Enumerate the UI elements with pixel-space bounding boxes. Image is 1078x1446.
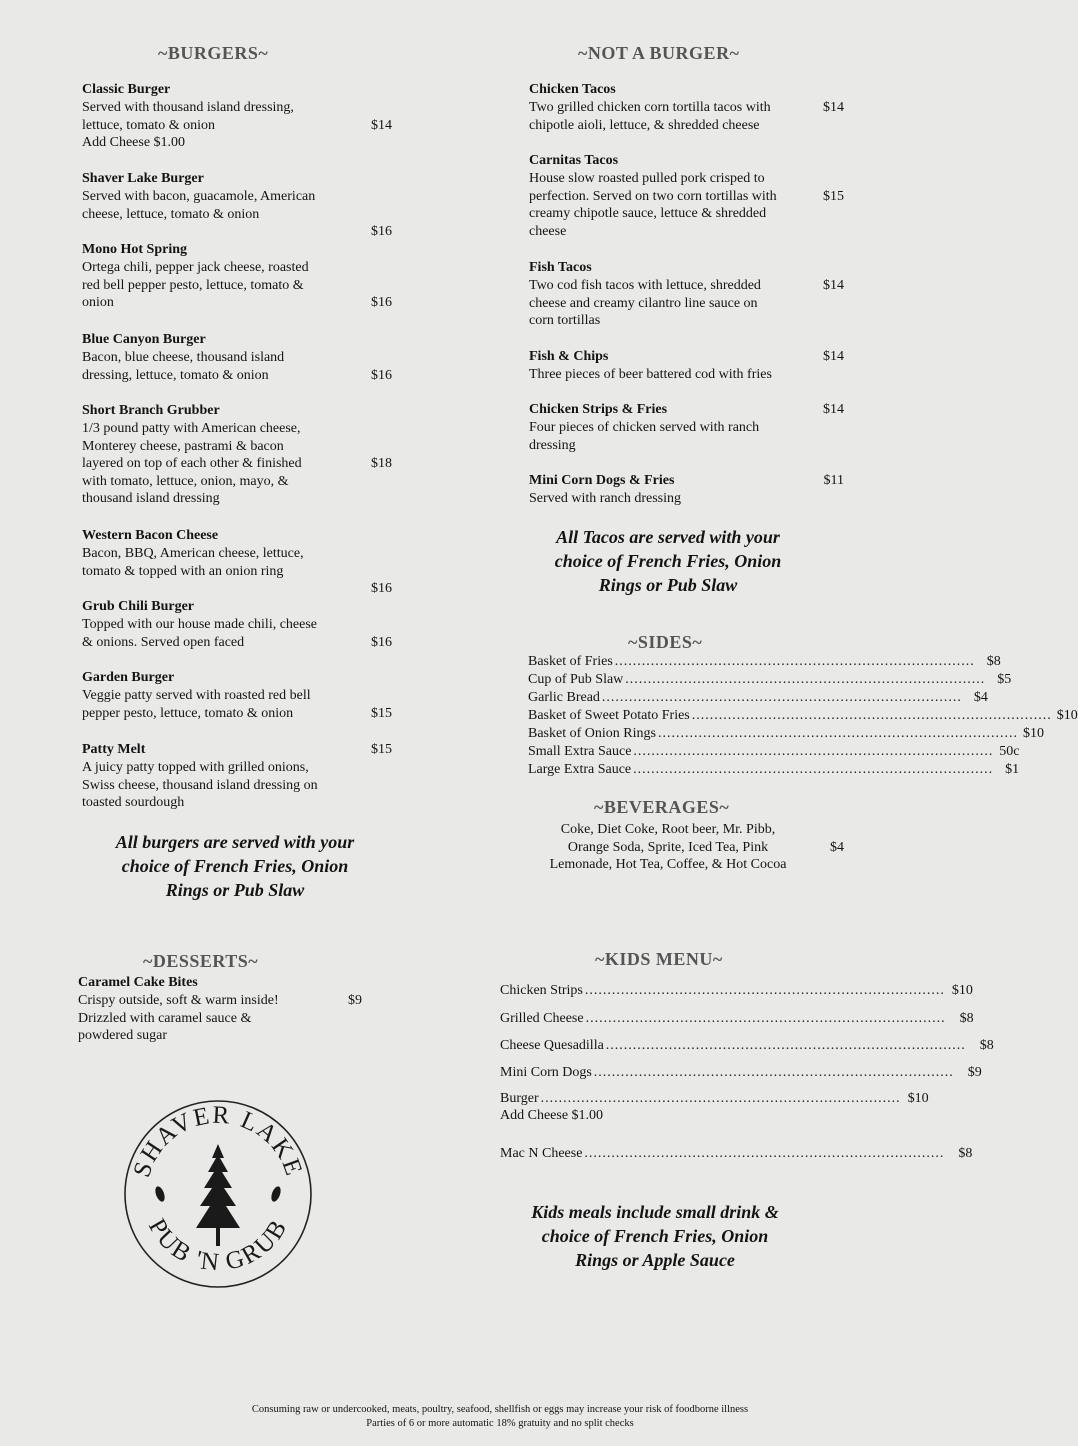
leader-dots: ................................................................................ bbox=[657, 726, 1018, 741]
burger-desc-line: Served with bacon, guacamole, American bbox=[82, 189, 316, 204]
burger-desc-line: 1/3 pound patty with American cheese, bbox=[82, 421, 301, 436]
burger-desc-line: Ortega chili, pepper jack cheese, roasted bbox=[82, 260, 309, 275]
burger-desc-line: & onions. Served open faced bbox=[82, 634, 245, 650]
leader-dots: ................................................................................ bbox=[601, 690, 962, 705]
tacos-note-line: All Tacos are served with your bbox=[556, 527, 780, 547]
burger-desc-line: Monterey cheese, pastrami & bacon bbox=[82, 438, 284, 454]
not-a-burger-price: $15 bbox=[823, 188, 844, 204]
burger-price: $15 bbox=[371, 742, 392, 757]
logo bbox=[120, 1096, 316, 1292]
kids-item bbox=[500, 1065, 982, 1081]
dessert-price: $9 bbox=[348, 993, 362, 1008]
kids-menu-title: ~KIDS MENU~ bbox=[595, 949, 723, 969]
burger-item bbox=[82, 402, 352, 508]
burger-desc-line: pepper pesto, lettuce, tomato & onion bbox=[82, 705, 294, 721]
kids-item-price: $9 bbox=[967, 1065, 982, 1080]
side-item bbox=[528, 690, 988, 708]
sides-list bbox=[528, 654, 1078, 780]
kids-item bbox=[500, 1011, 974, 1027]
side-item bbox=[528, 654, 1001, 672]
kids-note-line: Kids meals include small drink & bbox=[531, 1202, 779, 1222]
not-a-burger-name: Carnitas Tacos bbox=[529, 153, 619, 168]
side-item bbox=[528, 708, 1078, 726]
kids-item bbox=[500, 983, 973, 999]
burger-name: Patty Melt bbox=[82, 742, 146, 757]
dessert-desc-line: Crispy outside, soft & warm inside! bbox=[78, 993, 279, 1008]
burger-item bbox=[82, 241, 352, 312]
burger-price: $16 bbox=[371, 581, 392, 596]
not-a-burger-desc-line: cheese and creamy cilantro line sauce on bbox=[529, 295, 758, 311]
kids-item bbox=[500, 1091, 929, 1125]
kids-note-line: Rings or Apple Sauce bbox=[575, 1250, 735, 1270]
burger-price: $16 bbox=[371, 367, 392, 383]
burger-name: Mono Hot Spring bbox=[82, 242, 188, 257]
leader-dots: ................................................................................ bbox=[614, 654, 975, 669]
kids-item-name: Burger bbox=[500, 1091, 539, 1106]
burgers-note bbox=[60, 830, 410, 902]
kids-item-row bbox=[500, 1038, 994, 1054]
burger-desc-line: thousand island dressing bbox=[82, 491, 220, 506]
burger-desc-line: Topped with our house made chili, cheese bbox=[82, 617, 318, 632]
burger-desc-line: Bacon, BBQ, American cheese, lettuce, bbox=[82, 546, 304, 561]
burger-desc-line: tomato & topped with an onion ring bbox=[82, 563, 284, 579]
burger-item bbox=[82, 527, 352, 580]
logo-top-textpath: SHAVER LAKE bbox=[128, 1101, 308, 1181]
burger-item bbox=[82, 81, 352, 152]
footer bbox=[0, 1403, 1000, 1431]
kids-item-price: $10 bbox=[907, 1091, 929, 1106]
not-a-burger-desc-line: corn tortillas bbox=[529, 313, 601, 328]
tacos-note bbox=[518, 525, 818, 597]
leader-dots: ................................................................................ bbox=[593, 1065, 954, 1080]
kids-item bbox=[500, 1146, 973, 1162]
footer-disclaimer: Consuming raw or undercooked, meats, poultry, seafood, shellfish or eggs may increase your risk of foodborne illness bbox=[251, 1404, 749, 1415]
burger-desc-line: cheese, lettuce, tomato & onion bbox=[82, 206, 260, 222]
burger-desc-line: layered on top of each other & finished bbox=[82, 456, 302, 471]
side-item bbox=[528, 744, 1020, 762]
not-a-burger-name: Fish Tacos bbox=[529, 260, 592, 275]
burger-item bbox=[82, 669, 352, 722]
not-a-burger-title: ~NOT A BURGER~ bbox=[578, 43, 740, 63]
burger-price: $16 bbox=[371, 634, 392, 650]
not-a-burger-desc-line: perfection. Served on two corn tortillas with bbox=[529, 188, 777, 204]
burgers-note-line: All burgers are served with your bbox=[115, 832, 355, 852]
leader-dots: ................................................................................ bbox=[691, 708, 1052, 723]
kids-item-price: $10 bbox=[951, 983, 973, 998]
burger-desc-line: Bacon, blue cheese, thousand island bbox=[82, 350, 285, 365]
kids-item-price: $8 bbox=[979, 1038, 994, 1053]
leader-dots: ................................................................................ bbox=[584, 1146, 945, 1161]
kids-note-line: choice of French Fries, Onion bbox=[541, 1226, 769, 1246]
side-price: $10 bbox=[1056, 708, 1078, 723]
side-name: Basket of Onion Rings bbox=[528, 726, 656, 741]
beverages-title: ~BEVERAGES~ bbox=[594, 797, 730, 817]
kids-item-row bbox=[500, 1011, 974, 1027]
burger-desc-line: Served with thousand island dressing, bbox=[82, 100, 294, 115]
burger-item bbox=[82, 741, 352, 812]
not-a-burger-item bbox=[529, 81, 819, 134]
burger-desc-line: Swiss cheese, thousand island dressing on bbox=[82, 777, 318, 793]
kids-item-name: Mac N Cheese bbox=[500, 1146, 583, 1161]
kids-item-name: Grilled Cheese bbox=[500, 1011, 584, 1026]
burger-desc-line: lettuce, tomato & onion bbox=[82, 117, 215, 133]
side-name: Garlic Bread bbox=[528, 690, 600, 705]
kids-item bbox=[500, 1038, 994, 1054]
not-a-burger-price: $11 bbox=[823, 473, 844, 488]
kids-item-row bbox=[500, 1065, 982, 1081]
not-a-burger-desc-line: Two cod fish tacos with lettuce, shredded bbox=[529, 278, 761, 293]
logo-seal bbox=[120, 1096, 316, 1292]
kids-item-price: $8 bbox=[958, 1146, 973, 1161]
side-name: Basket of Fries bbox=[528, 654, 613, 669]
not-a-burger-price: $14 bbox=[823, 100, 844, 115]
side-price: $5 bbox=[997, 672, 1012, 687]
not-a-burger-name: Mini Corn Dogs & Fries bbox=[529, 473, 675, 488]
burger-desc-line: A juicy patty topped with grilled onions, bbox=[82, 760, 309, 775]
not-a-burger-desc-line: Four pieces of chicken served with ranch bbox=[529, 420, 760, 435]
footer-gratuity: Parties of 6 or more automatic 18% gratuity and no split checks bbox=[366, 1418, 634, 1429]
not-a-burger-desc-line: Three pieces of beer battered cod with fries bbox=[529, 367, 772, 382]
not-a-burger-desc-line: chipotle aioli, lettuce, & shredded cheese bbox=[529, 117, 760, 133]
burger-name: Shaver Lake Burger bbox=[82, 171, 204, 186]
not-a-burger-desc-line: dressing bbox=[529, 437, 576, 453]
side-price: $1 bbox=[1005, 762, 1020, 777]
sides-title: ~SIDES~ bbox=[628, 632, 703, 652]
dessert-name: Caramel Cake Bites bbox=[78, 975, 198, 990]
not-a-burger-name: Chicken Strips & Fries bbox=[529, 402, 668, 417]
leader-dots: ................................................................................ bbox=[633, 762, 994, 777]
not-a-burger-item bbox=[529, 152, 819, 240]
kids-note bbox=[500, 1200, 810, 1272]
side-price: $8 bbox=[986, 654, 1001, 669]
side-price: $4 bbox=[973, 690, 988, 705]
dessert-desc-line: Drizzled with caramel sauce & bbox=[78, 1010, 252, 1026]
beverages-line: Lemonade, Hot Tea, Coffee, & Hot Cocoa bbox=[549, 857, 787, 872]
not-a-burger-price: $14 bbox=[823, 278, 844, 293]
tacos-note-line: Rings or Pub Slaw bbox=[598, 575, 738, 595]
logo-bottom-textpath: PUB 'N GRUB bbox=[142, 1214, 294, 1277]
pine-tree-icon bbox=[196, 1144, 240, 1246]
not-a-burger-name: Fish & Chips bbox=[529, 349, 609, 364]
burger-price: $15 bbox=[371, 705, 392, 721]
side-item bbox=[528, 762, 1020, 780]
beverages-line: Orange Soda, Sprite, Iced Tea, Pink bbox=[567, 839, 769, 855]
kids-item-row bbox=[500, 1146, 973, 1162]
beverages-list bbox=[520, 821, 816, 874]
not-a-burger-desc-line: Served with ranch dressing bbox=[529, 491, 682, 506]
beverages-line: Coke, Diet Coke, Root beer, Mr. Pibb, bbox=[560, 822, 776, 837]
not-a-burger-name: Chicken Tacos bbox=[529, 82, 616, 97]
kids-item-note: Add Cheese $1.00 bbox=[500, 1108, 604, 1123]
burger-name: Classic Burger bbox=[82, 82, 171, 97]
not-a-burger-desc-line: Two grilled chicken corn tortilla tacos with bbox=[529, 100, 771, 115]
burger-name: Grub Chili Burger bbox=[82, 599, 195, 614]
burger-price: $16 bbox=[371, 295, 392, 310]
kids-item-row bbox=[500, 983, 973, 999]
burger-price: $18 bbox=[371, 456, 392, 471]
side-item bbox=[528, 672, 1012, 690]
side-name: Large Extra Sauce bbox=[528, 762, 632, 777]
burger-desc-line: red bell pepper pesto, lettuce, tomato & bbox=[82, 277, 304, 293]
leader-dots: ................................................................................ bbox=[605, 1038, 966, 1053]
burgers-note-line: choice of French Fries, Onion bbox=[121, 856, 349, 876]
leader-dots: ................................................................................ bbox=[633, 744, 994, 759]
leader-dots: ................................................................................ bbox=[584, 983, 945, 998]
burger-desc-line: toasted sourdough bbox=[82, 795, 185, 810]
side-item bbox=[528, 726, 1044, 744]
kids-item-name: Cheese Quesadilla bbox=[500, 1038, 604, 1053]
burger-desc-line: with tomato, lettuce, onion, mayo, & bbox=[82, 473, 289, 489]
burger-desc-line: Add Cheese $1.00 bbox=[82, 135, 186, 150]
burgers-note-line: Rings or Pub Slaw bbox=[165, 880, 305, 900]
side-name: Basket of Sweet Potato Fries bbox=[528, 708, 690, 723]
side-name: Small Extra Sauce bbox=[528, 744, 632, 759]
kids-item-row bbox=[500, 1091, 929, 1107]
side-name: Cup of Pub Slaw bbox=[528, 672, 624, 687]
burger-desc-line: onion bbox=[82, 295, 114, 310]
not-a-burger-item bbox=[529, 259, 819, 330]
not-a-burger-item bbox=[529, 401, 819, 454]
not-a-burger-item bbox=[529, 348, 819, 384]
not-a-burger-desc-line: cheese bbox=[529, 223, 567, 239]
not-a-burger-desc-line: creamy chipotle sauce, lettuce & shredded bbox=[529, 206, 767, 221]
not-a-burger-desc-line: House slow roasted pulled pork crisped to bbox=[529, 171, 765, 186]
burger-item bbox=[82, 598, 352, 651]
desserts-title: ~DESSERTS~ bbox=[143, 951, 259, 971]
leader-dots: ................................................................................ bbox=[625, 672, 986, 687]
not-a-burger-price: $14 bbox=[823, 402, 844, 417]
burger-item bbox=[82, 170, 352, 223]
side-price: 50c bbox=[999, 744, 1020, 759]
leader-dots: ................................................................................ bbox=[585, 1011, 946, 1026]
burger-name: Blue Canyon Burger bbox=[82, 332, 206, 347]
leader-dots: ................................................................................ bbox=[540, 1091, 901, 1106]
burger-price: $16 bbox=[371, 224, 392, 239]
side-price: $10 bbox=[1022, 726, 1044, 741]
burger-name: Western Bacon Cheese bbox=[82, 528, 219, 543]
tacos-note-line: choice of French Fries, Onion bbox=[554, 551, 782, 571]
burgers-title: ~BURGERS~ bbox=[158, 43, 269, 63]
kids-item-name: Chicken Strips bbox=[500, 983, 583, 998]
not-a-burger-price: $14 bbox=[823, 349, 844, 364]
kids-item-price: $8 bbox=[959, 1011, 974, 1026]
burger-name: Garden Burger bbox=[82, 670, 175, 685]
burger-name: Short Branch Grubber bbox=[82, 403, 220, 418]
burger-desc-line: dressing, lettuce, tomato & onion bbox=[82, 367, 269, 383]
burger-desc-line: Veggie patty served with roasted red bell bbox=[82, 688, 311, 703]
burger-price: $14 bbox=[371, 117, 392, 133]
beverages-price: $4 bbox=[830, 840, 844, 855]
not-a-burger-item bbox=[529, 472, 819, 508]
kids-item-name: Mini Corn Dogs bbox=[500, 1065, 592, 1080]
burger-item bbox=[82, 331, 352, 384]
dessert-desc-line: powdered sugar bbox=[78, 1028, 168, 1043]
